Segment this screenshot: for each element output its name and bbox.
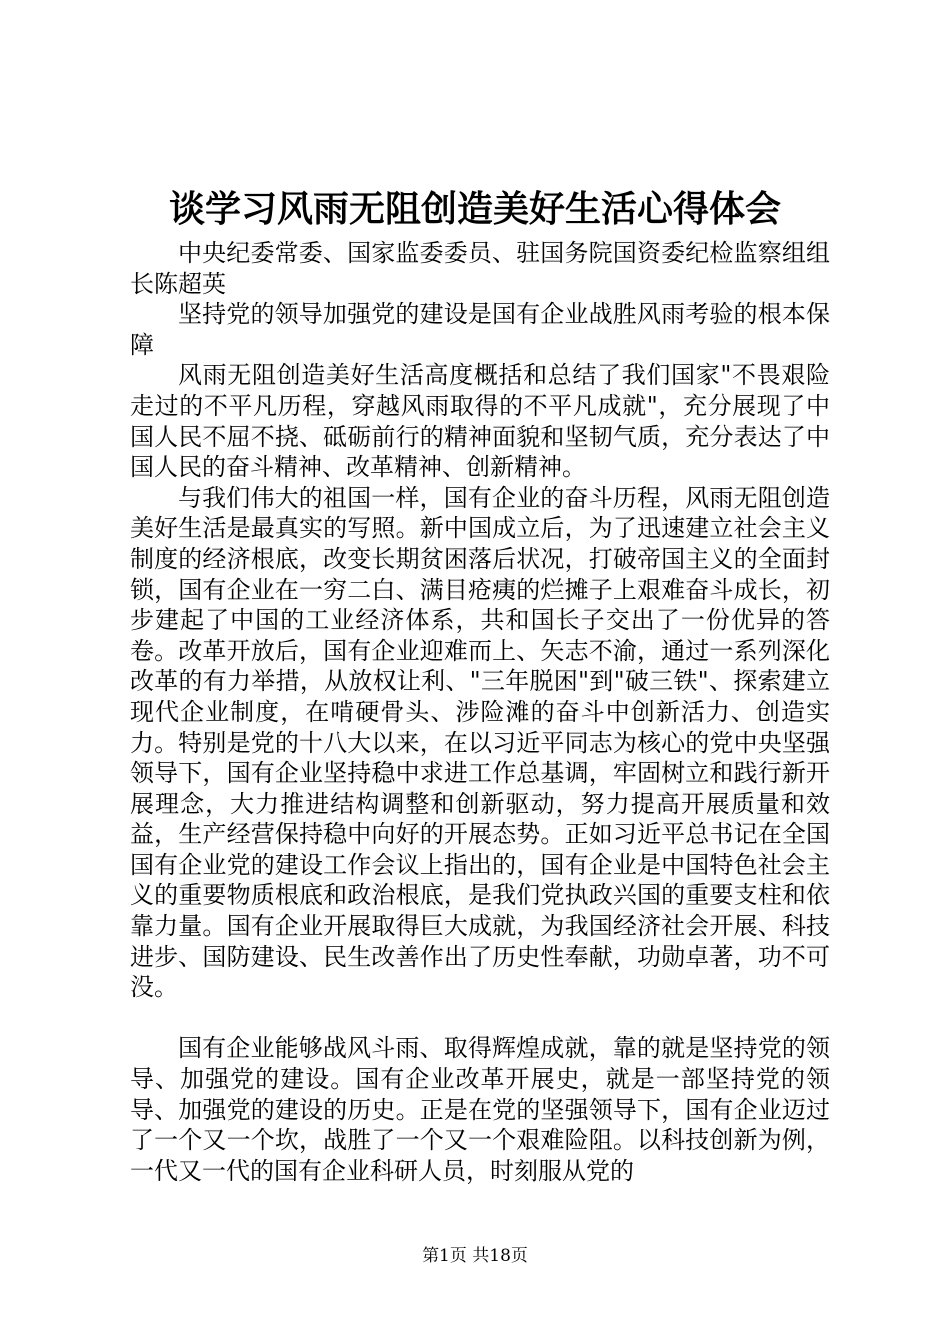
page-number-footer: 第1页 共18页: [422, 1246, 528, 1266]
section-heading: 坚持党的领导加强党的建设是国有企业战胜风雨考验的根本保障: [130, 300, 830, 359]
page-title: 谈学习风雨无阻创造美好生活心得体会: [168, 188, 781, 230]
body-paragraph: 国有企业能够战风斗雨、取得辉煌成就，靠的就是坚持党的领导、加强党的建设。国有企业改革开展史，就是一部坚持党的领导、加强党的建设的历史。正是在党的坚强领导下，国有企业迈过了一个又一个坎，战胜了一个又一个艰难险阻。以科技创新为例，一代又一代的国有企业科研人员，时刻服从党的: [130, 1034, 830, 1185]
body-paragraph: 风雨无阻创造美好生活高度概括和总结了我们国家"不畏艰险走过的不平凡历程，穿越风雨取得的不平凡成就"，充分展现了中国人民不屈不挠、砥砺前行的精神面貌和坚韧气质，充分表达了中国人民的奋斗精神、改革精神、创新精神。: [130, 361, 830, 482]
author-line: 中央纪委常委、国家监委委员、驻国务院国资委纪检监察组组长陈超英: [130, 239, 830, 298]
body-paragraph: 与我们伟大的祖国一样，国有企业的奋斗历程，风雨无阻创造美好生活是最真实的写照。新中国成立后，为了迅速建立社会主义制度的经济根底，改变长期贫困落后状况，打破帝国主义的全面封锁，国有企业在一穷二白、满目疮痍的烂摊子上艰难奋斗成长，初步建起了中国的工业经济体系，共和国长子交出了一份优异的答卷。改革开放后，国有企业迎难而上、矢志不渝，通过一系列深化改革的有力举措，从放权让利、"三年脱困"到"破三铁"、探索建立现代企业制度，在啃硬骨头、涉险滩的奋斗中创新活力、创造实力。特别是党的十八大以来，在以习近平同志为核心的党中央坚强领导下，国有企业坚持稳中求进工作总基调，牢固树立和践行新开展理念，大力推进结构调整和创新驱动，努力提高开展质量和效益，生产经营保持稳中向好的开展态势。正如习近平总书记在全国国有企业党的建设工作会议上指出的，国有企业是中国特色社会主义的重要物质根底和政治根底，是我们党执政兴国的重要支柱和依靠力量。国有企业开展取得巨大成就，为我国经济社会开展、科技进步、国防建设、民生改善作出了历史性奉献，功勋卓著，功不可没。: [130, 483, 830, 1002]
document-body: [130, 238, 830, 1186]
